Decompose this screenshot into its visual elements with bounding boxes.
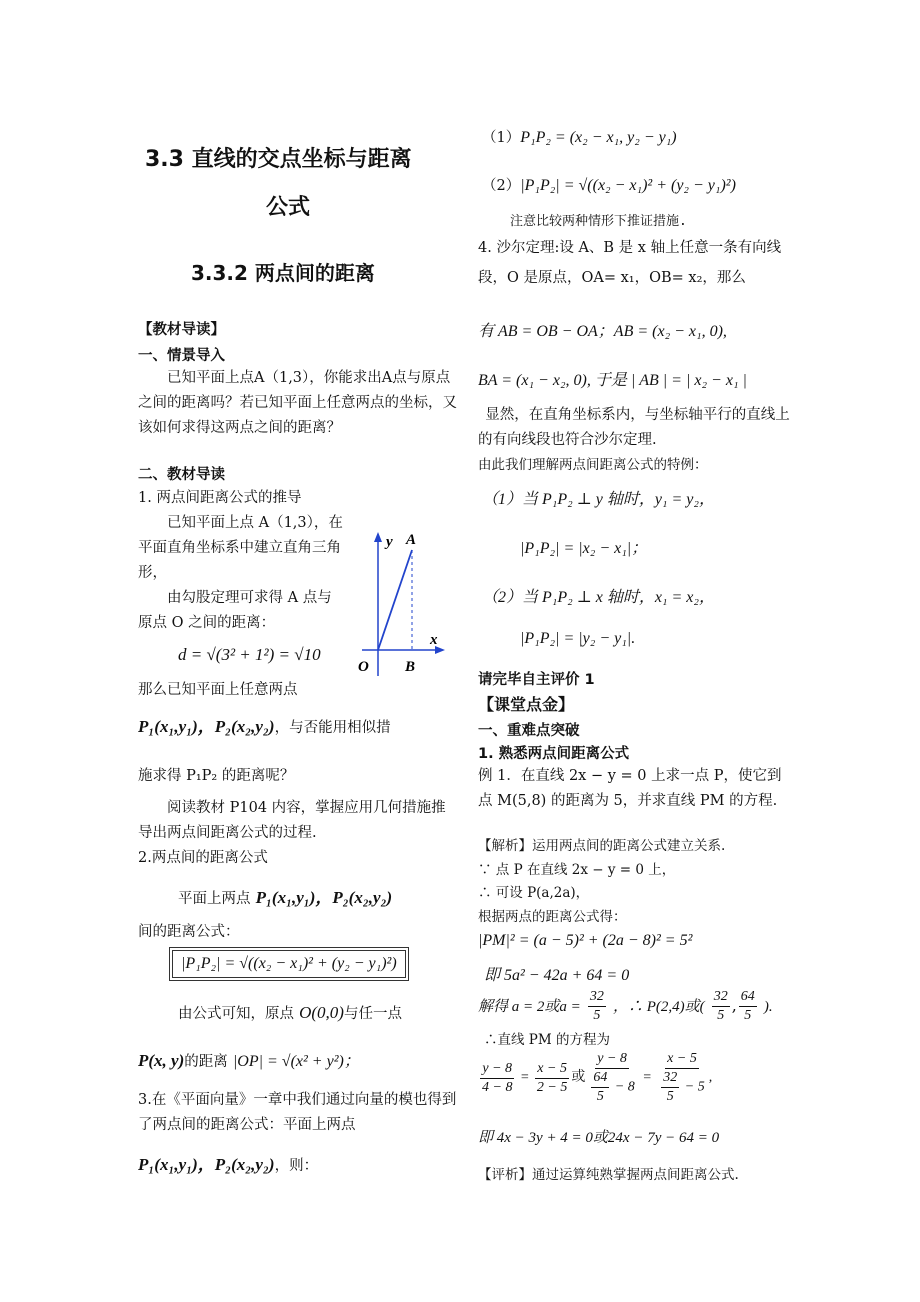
reading-instruction: 阅读教材 P104 内容，掌握应用几何措施推导出两点间距离公式的过程. — [138, 800, 446, 841]
note-compare: 注意比较两种情形下推证措施. — [510, 214, 687, 229]
case-1-equation: |P₁P₂| = |x₂ − x₁|； — [520, 540, 648, 557]
intro-paragraph: 已知平面上点A（1,3），你能求出A点与原点之间的距离吗？若已知平面上任意两点的坐标，又该如何求得这两点之间的距离？ — [138, 370, 457, 436]
case-2-equation: |P₁P₂| = |y₂ − y₁|. — [520, 630, 636, 647]
page-title: 3.3 直线的交点坐标与距离 — [145, 147, 412, 172]
solution-step-6: 解得 a = 2或a = $\frac{32}{5}$ ，∴ P(2,4)或( $\frac{32}{5}$ , $\frac{64}{5}$ ). — [478, 989, 773, 1023]
distance-formula-box: |P₁P₂| = √((x₂ − x₁)² + (y₂ − y₁)²) — [172, 950, 406, 978]
distance-formula-intro: 间的距离公式： — [138, 924, 240, 940]
general-question: 那么已知平面上任意两点 — [138, 682, 298, 698]
coordinate-figure — [350, 526, 450, 686]
solution-step-3: 根据两点的距离公式得： — [478, 909, 627, 925]
section-subtitle: 3.3.2 两点间的距离 — [191, 261, 375, 285]
vector-formula-1: （1）P₁P₂ = (x₂ − x₁, y₂ − y₁) — [482, 129, 677, 146]
solution-comment: 【评析】通过运算纯熟掌握两点间距离公式. — [478, 1167, 739, 1183]
x-label: x — [430, 632, 438, 648]
origin-line: 由公式可知，原点 O(0,0)与任一点 — [178, 1003, 402, 1022]
heading-key-points: 一、重难点突破 — [478, 723, 580, 739]
heading-derivation: 1. 两点间距离公式的推导 — [138, 490, 302, 506]
chasles-note: 显然，在直角坐标系内，与坐标轴平行的直线上的有向线段也符合沙尔定理. — [478, 407, 790, 448]
distance-equation: d = √(3² + 1²) = √10 — [178, 645, 321, 664]
op-distance-line: P(x, y)的距离 |OP| = √(x² + y²)； — [138, 1051, 360, 1070]
vector-paragraph: 3.在《平面向量》一章中我们通过向量的模也得到了两点间的距离公式：平面上两点 — [138, 1092, 457, 1133]
heading-familiar-formula: 1. 熟悉两点间距离公式 — [478, 746, 630, 762]
segment-oa — [378, 550, 412, 650]
y-axis-arrow — [374, 532, 382, 542]
derivation-paragraph-a: 已知平面上点 A（1,3），在平面直角坐标系中建立直角三角形， — [138, 515, 343, 581]
case-1: （1）当 P₁P₂ ⊥ y 轴时，y₁ = y₂， — [482, 491, 715, 508]
solution-step-7: ∴直线 PM 的方程为 — [484, 1032, 610, 1048]
b-label: B — [405, 659, 416, 675]
general-question-points: P₁(x₁,y₁)，P₂(x₂,y₂)，与否能用相似措 — [138, 717, 391, 736]
heading-distance-formula: 2.两点间的距离公式 — [138, 850, 268, 866]
self-evaluation: 请完毕自主评价 1 — [478, 672, 595, 688]
heading-intro: 一、情景导入 — [138, 348, 225, 364]
page-title-line2: 公式 — [266, 195, 311, 220]
heading-textbook-reading: 二、教材导读 — [138, 467, 225, 483]
general-question-tail: 施求得 P₁P₂ 的距离呢？ — [138, 768, 295, 784]
solution-step-2: ∴ 可设 P(a,2a)， — [478, 885, 590, 901]
y-label: y — [386, 534, 393, 550]
derivation-paragraph-b: 由勾股定理可求得 A 点与原点 O 之间的距离： — [138, 590, 332, 631]
chasles-theorem: 4. 沙尔定理:设 A、B 是 x 轴上任意一条有向线段，O 是原点，OA= x₁，OB= x₂，那么 — [478, 240, 782, 286]
heading-textbook-guide: 【教材导读】 — [138, 322, 225, 338]
solution-step-8: $\frac{y - 8}{4 - 8}$ = $\frac{x - 5}{2 - 5}$ 或 y − 8 $\frac{64}{5}$ − 8 = x − 5 $\frac{32}{5}$ − 5 , — [482, 1051, 713, 1104]
o-label: O — [358, 659, 369, 675]
solution-step-1: ∵ 点 P 在直线 2x − y = 0 上， — [478, 862, 676, 878]
solution-head: 【解析】运用两点间的距离公式建立关系. — [478, 838, 726, 854]
chasles-result: BA = (x₁ − x₂, 0), 于是 | AB | = | x₂ − x₁ | — [478, 372, 747, 389]
special-cases-intro: 由此我们理解两点间距离公式的特例： — [478, 457, 708, 473]
vector-formula-2: （2）|P₁P₂| = √((x₂ − x₁)² + (y₂ − y₁)²) — [482, 177, 736, 194]
a-label: A — [406, 532, 417, 548]
heading-classroom: 【课堂点金】 — [478, 695, 575, 714]
chasles-vectors: 有 AB = OB − OA；AB = (x₂ − x₁, 0), — [478, 323, 727, 340]
example-1: 例 1．在直线 2x − y = 0 上求一点 P，使它到点 M(5,8) 的距离为 5，并求直线 PM 的方程. — [478, 768, 782, 809]
two-points-line: 平面上两点 P₁(x₁,y₁)，P₂(x₂,y₂) — [178, 888, 393, 907]
solution-step-9: 即 4x − 3y + 4 = 0或24x − 7y − 64 = 0 — [478, 1130, 720, 1146]
vector-points-line: P₁(x₁,y₁)，P₂(x₂,y₂)，则： — [138, 1155, 319, 1174]
solution-step-5: 即 5a² − 42a + 64 = 0 — [484, 967, 630, 984]
solution-step-4: |PM|² = (a − 5)² + (2a − 8)² = 5² — [478, 932, 693, 949]
case-2: （2）当 P₁P₂ ⊥ x 轴时，x₁ = x₂， — [482, 589, 715, 606]
